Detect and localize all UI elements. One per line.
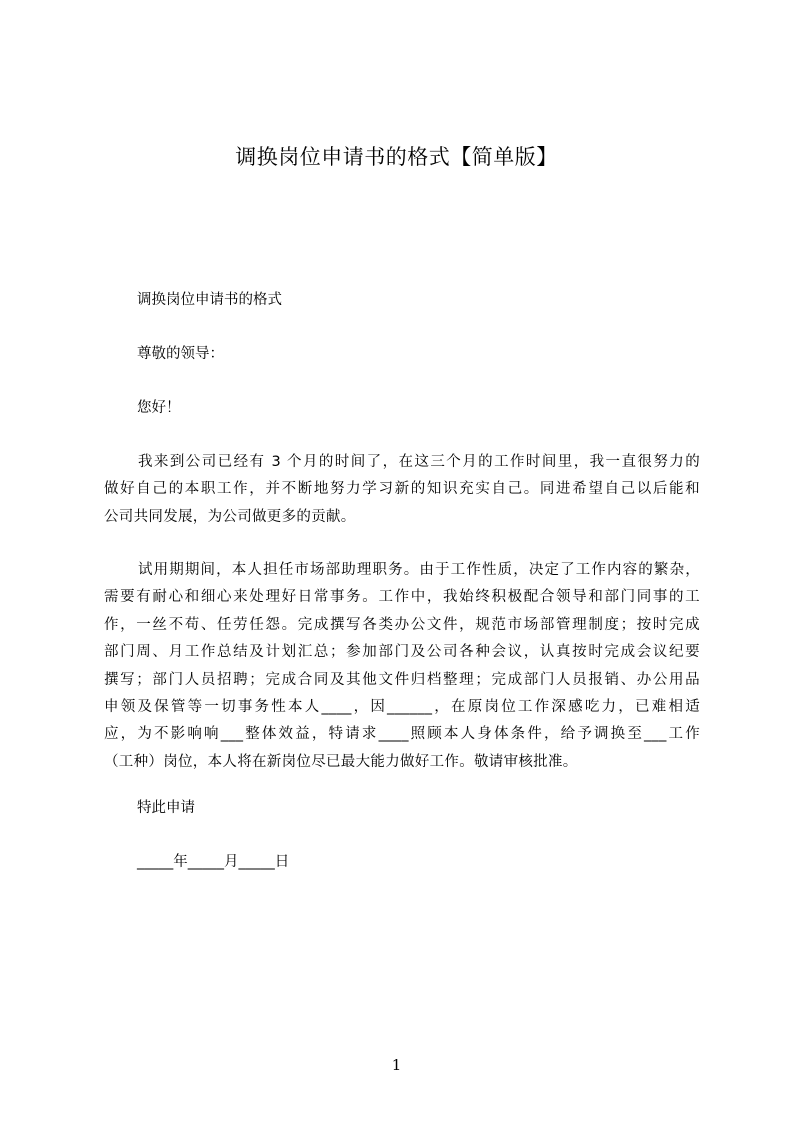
paragraph-2-line: 申领及保管等一切事务性本人____，因______，在原岗位工作深感吃力，已难相适 <box>104 698 700 715</box>
paragraph-1-line: 我来到公司已经有 3 个月的时间了，在这三个月的工作时间里，我一直很努力的 <box>138 454 700 470</box>
date-line: _____年_____月_____日 <box>137 854 290 870</box>
paragraph-2-line: （工种）岗位，本人将在新岗位尽已最大能力做好工作。敬请审核批准。 <box>104 753 578 770</box>
paragraph-1 <box>104 449 700 531</box>
salutation: 尊敬的领导： <box>137 346 224 362</box>
page-number: 1 <box>391 1056 402 1074</box>
greeting: 您好！ <box>137 400 181 416</box>
paragraph-2-line: 撰写；部门人员招聘；完成合同及其他文件归档整理；完成部门人员报销、办公用品 <box>104 671 700 688</box>
subheading: 调换岗位申请书的格式 <box>137 292 282 308</box>
paragraph-2-line: 部门周、月工作总结及计划汇总；参加部门及公司各种会议，认真按时完成会议纪要 <box>104 644 700 661</box>
paragraph-2-line: 需要有耐心和细心来处理好日常事务。工作中，我始终积极配合领导和部门同事的工 <box>104 589 700 606</box>
paragraph-1-line: 公司共同发展，为公司做更多的贡献。 <box>104 508 356 525</box>
paragraph-1-line: 做好自己的本职工作，并不断地努力学习新的知识充实自己。同进希望自己以后能和 <box>104 481 700 498</box>
paragraph-2-line: 试用期期间，本人担任市场部助理职务。由于工作性质，决定了工作内容的繁杂， <box>138 562 700 578</box>
document-title: 调换岗位申请书的格式【简单版】 <box>235 145 558 169</box>
paragraph-2-line: 应，为不影响响___整体效益，特请求____照顾本人身体条件，给予调换至___工作 <box>104 726 700 743</box>
closing-line: 特此申请 <box>137 800 195 816</box>
paragraph-2 <box>104 557 700 776</box>
paragraph-2-line: 作，一丝不苟、任劳任怨。完成撰写各类办公文件，规范市场部管理制度；按时完成 <box>104 616 700 633</box>
